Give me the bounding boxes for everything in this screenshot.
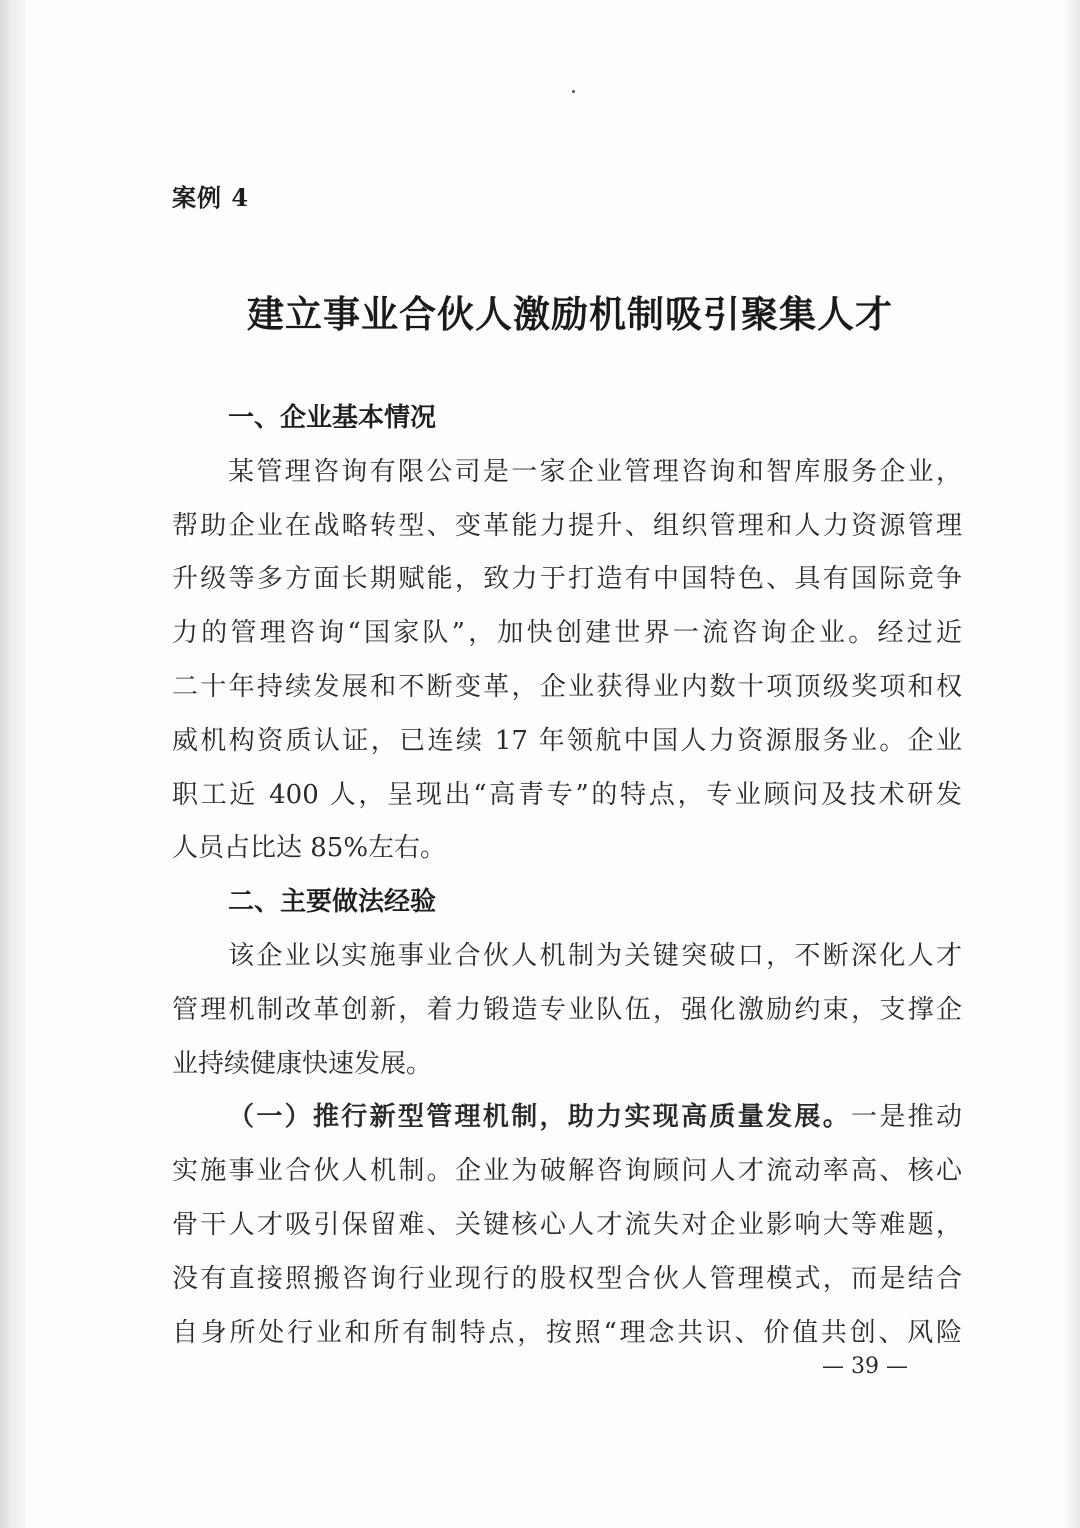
paragraph-text: 一是推动: [851, 1102, 962, 1133]
paragraph-line: 某管理咨询有限公司是一家企业管理咨询和智库服务企业，: [228, 456, 962, 487]
paragraph-line: 该企业以实施事业合伙人机制为关键突破口，不断深化人才: [228, 940, 962, 971]
paragraph-line: 自身所处行业和所有制特点，按照“理念共识、价值共创、风险: [172, 1317, 962, 1348]
binding-edge: [0, 0, 26, 1528]
page-number: — 39 —: [822, 1354, 908, 1379]
page-edge: [1066, 0, 1080, 1528]
paragraph-line: 升级等多方面长期赋能，致力于打造有中国特色、具有国际竞争: [172, 564, 962, 595]
paragraph-line: 骨干人才吸引保留难、关键核心人才流失对企业影响大等难题，: [172, 1209, 962, 1240]
paragraph-line: [172, 1091, 962, 1145]
paragraph-line: 职工近 400 人，呈现出“高青专”的特点，专业顾问及技术研发: [172, 779, 962, 810]
paragraph-line: 威机构资质认证，已连续 17 年领航中国人力资源服务业。企业: [172, 725, 962, 756]
paragraph-line: 业持续健康快速发展。: [172, 1048, 433, 1079]
paragraph-line: 人员占比达 85%左右。: [172, 833, 447, 864]
body-text: [172, 392, 962, 1360]
section-heading: 一、企业基本情况: [228, 403, 437, 433]
page-title: 建立事业合伙人激励机制吸引聚集人才: [247, 292, 893, 336]
paragraph-line: 实施事业合伙人机制。企业为破解咨询顾问人才流动率高、核心: [172, 1156, 962, 1187]
paragraph-line: 管理机制改革创新，着力锻造专业队伍，强化激励约束，支撑企: [172, 994, 962, 1025]
paragraph-line: 力的管理咨询“国家队”，加快创建世界一流咨询企业。经过近: [172, 618, 962, 649]
paragraph-line: 没有直接照搬咨询行业现行的股权型合伙人管理模式，而是结合: [172, 1263, 962, 1294]
case-label: 案例 4: [172, 183, 250, 212]
scan-speck: [572, 90, 575, 93]
paragraph-line: 二十年持续发展和不断变革，企业获得业内数十项顶级奖项和权: [172, 671, 962, 702]
paragraph-line: 帮助企业在战略转型、变革能力提升、组织管理和人力资源管理: [172, 510, 962, 541]
section-heading: 二、主要做法经验: [228, 887, 437, 918]
subsection-lead: （一）推行新型管理机制，助力实现高质量发展。: [228, 1102, 852, 1133]
